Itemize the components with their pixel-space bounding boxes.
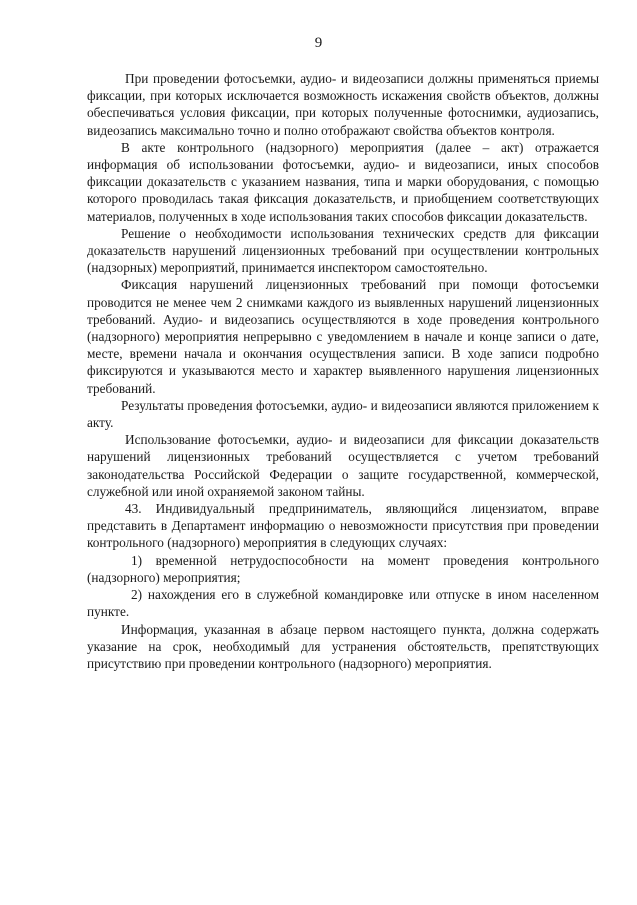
paragraph-photo-fixation-methods: При проведении фотосъемки, аудио- и видеозаписи должны применяться приемы фиксации, при которых исключается возможность искажения свойств объектов, должны обеспечиваться условия фиксации, при которых полученные фотоснимки, аудиозапись, видеозапись максимально точно и полно отображают свойства объектов контроля. (87, 71, 599, 138)
paragraph-item-43: 43. Индивидуальный предприниматель, являющийся лицензиатом, вправе представить в Департамент информацию о невозможности присутствия при проведении контрольного (надзорного) мероприятия в следующих случаях: (87, 501, 599, 551)
paragraph-technical-means-decision: Решение о необходимости использования технических средств для фиксации доказательств нарушений лицензионных требований при осуществлении контрольных (надзорных) мероприятий, принимается инспектором самостоятельно. (87, 225, 599, 276)
list-item-1: 1) временной нетрудоспособности на момент проведения контрольного (надзорного) мероприятия; (87, 552, 599, 585)
paragraph-act-information: В акте контрольного (надзорного) мероприятия (далее – акт) отражается информация об использовании фотосъемки, аудио- и видеозаписи, иных способов фиксации доказательств с указанием названия, типа и марки оборудования, с помощью которого проводилась такая фиксация доказательств, и приобщением соответствующих материалов, полученных в ходе использования таких способов фиксации доказательств. (87, 139, 599, 224)
document-body (87, 70, 599, 672)
paragraph-information-term: Информация, указанная в абзаце первом настоящего пункта, должна содержать указание на срок, необходимый для устранения обстоятельств, препятствующих присутствию при проведении контрольного (надзорного) мероприятия. (87, 621, 599, 671)
paragraph-results-attachment: Результаты проведения фотосъемки, аудио- и видеозаписи являются приложением к акту. (87, 397, 599, 431)
list-item-2: 2) нахождения его в служебной командировке или отпуске в ином населенном пункте. (87, 587, 599, 620)
paragraph-violation-fixation: Фиксация нарушений лицензионных требований при помощи фотосъемки проводится не менее чем 2 снимками каждого из выявленных нарушений лицензионных требований. Аудио- и видеозапись осуществляются в ходе проведения контрольного (надзорного) мероприятия непрерывно с уведомлением в начале и конце записи о дате, месте, времени начала и окончания осуществления записи. В ходе записи подробно фиксируются и указываются место и характер выявленного нарушения лицензионных требований. (87, 277, 599, 396)
page-number: 9 (314, 35, 323, 51)
paragraph-secrecy-requirements: Использование фотосъемки, аудио- и видеозаписи для фиксации доказательств нарушений лицензионных требований осуществляется с учетом требований законодательства Российской Федерации о защите государственной, коммерческой, служебной или иной охраняемой законом тайны. (87, 432, 599, 499)
